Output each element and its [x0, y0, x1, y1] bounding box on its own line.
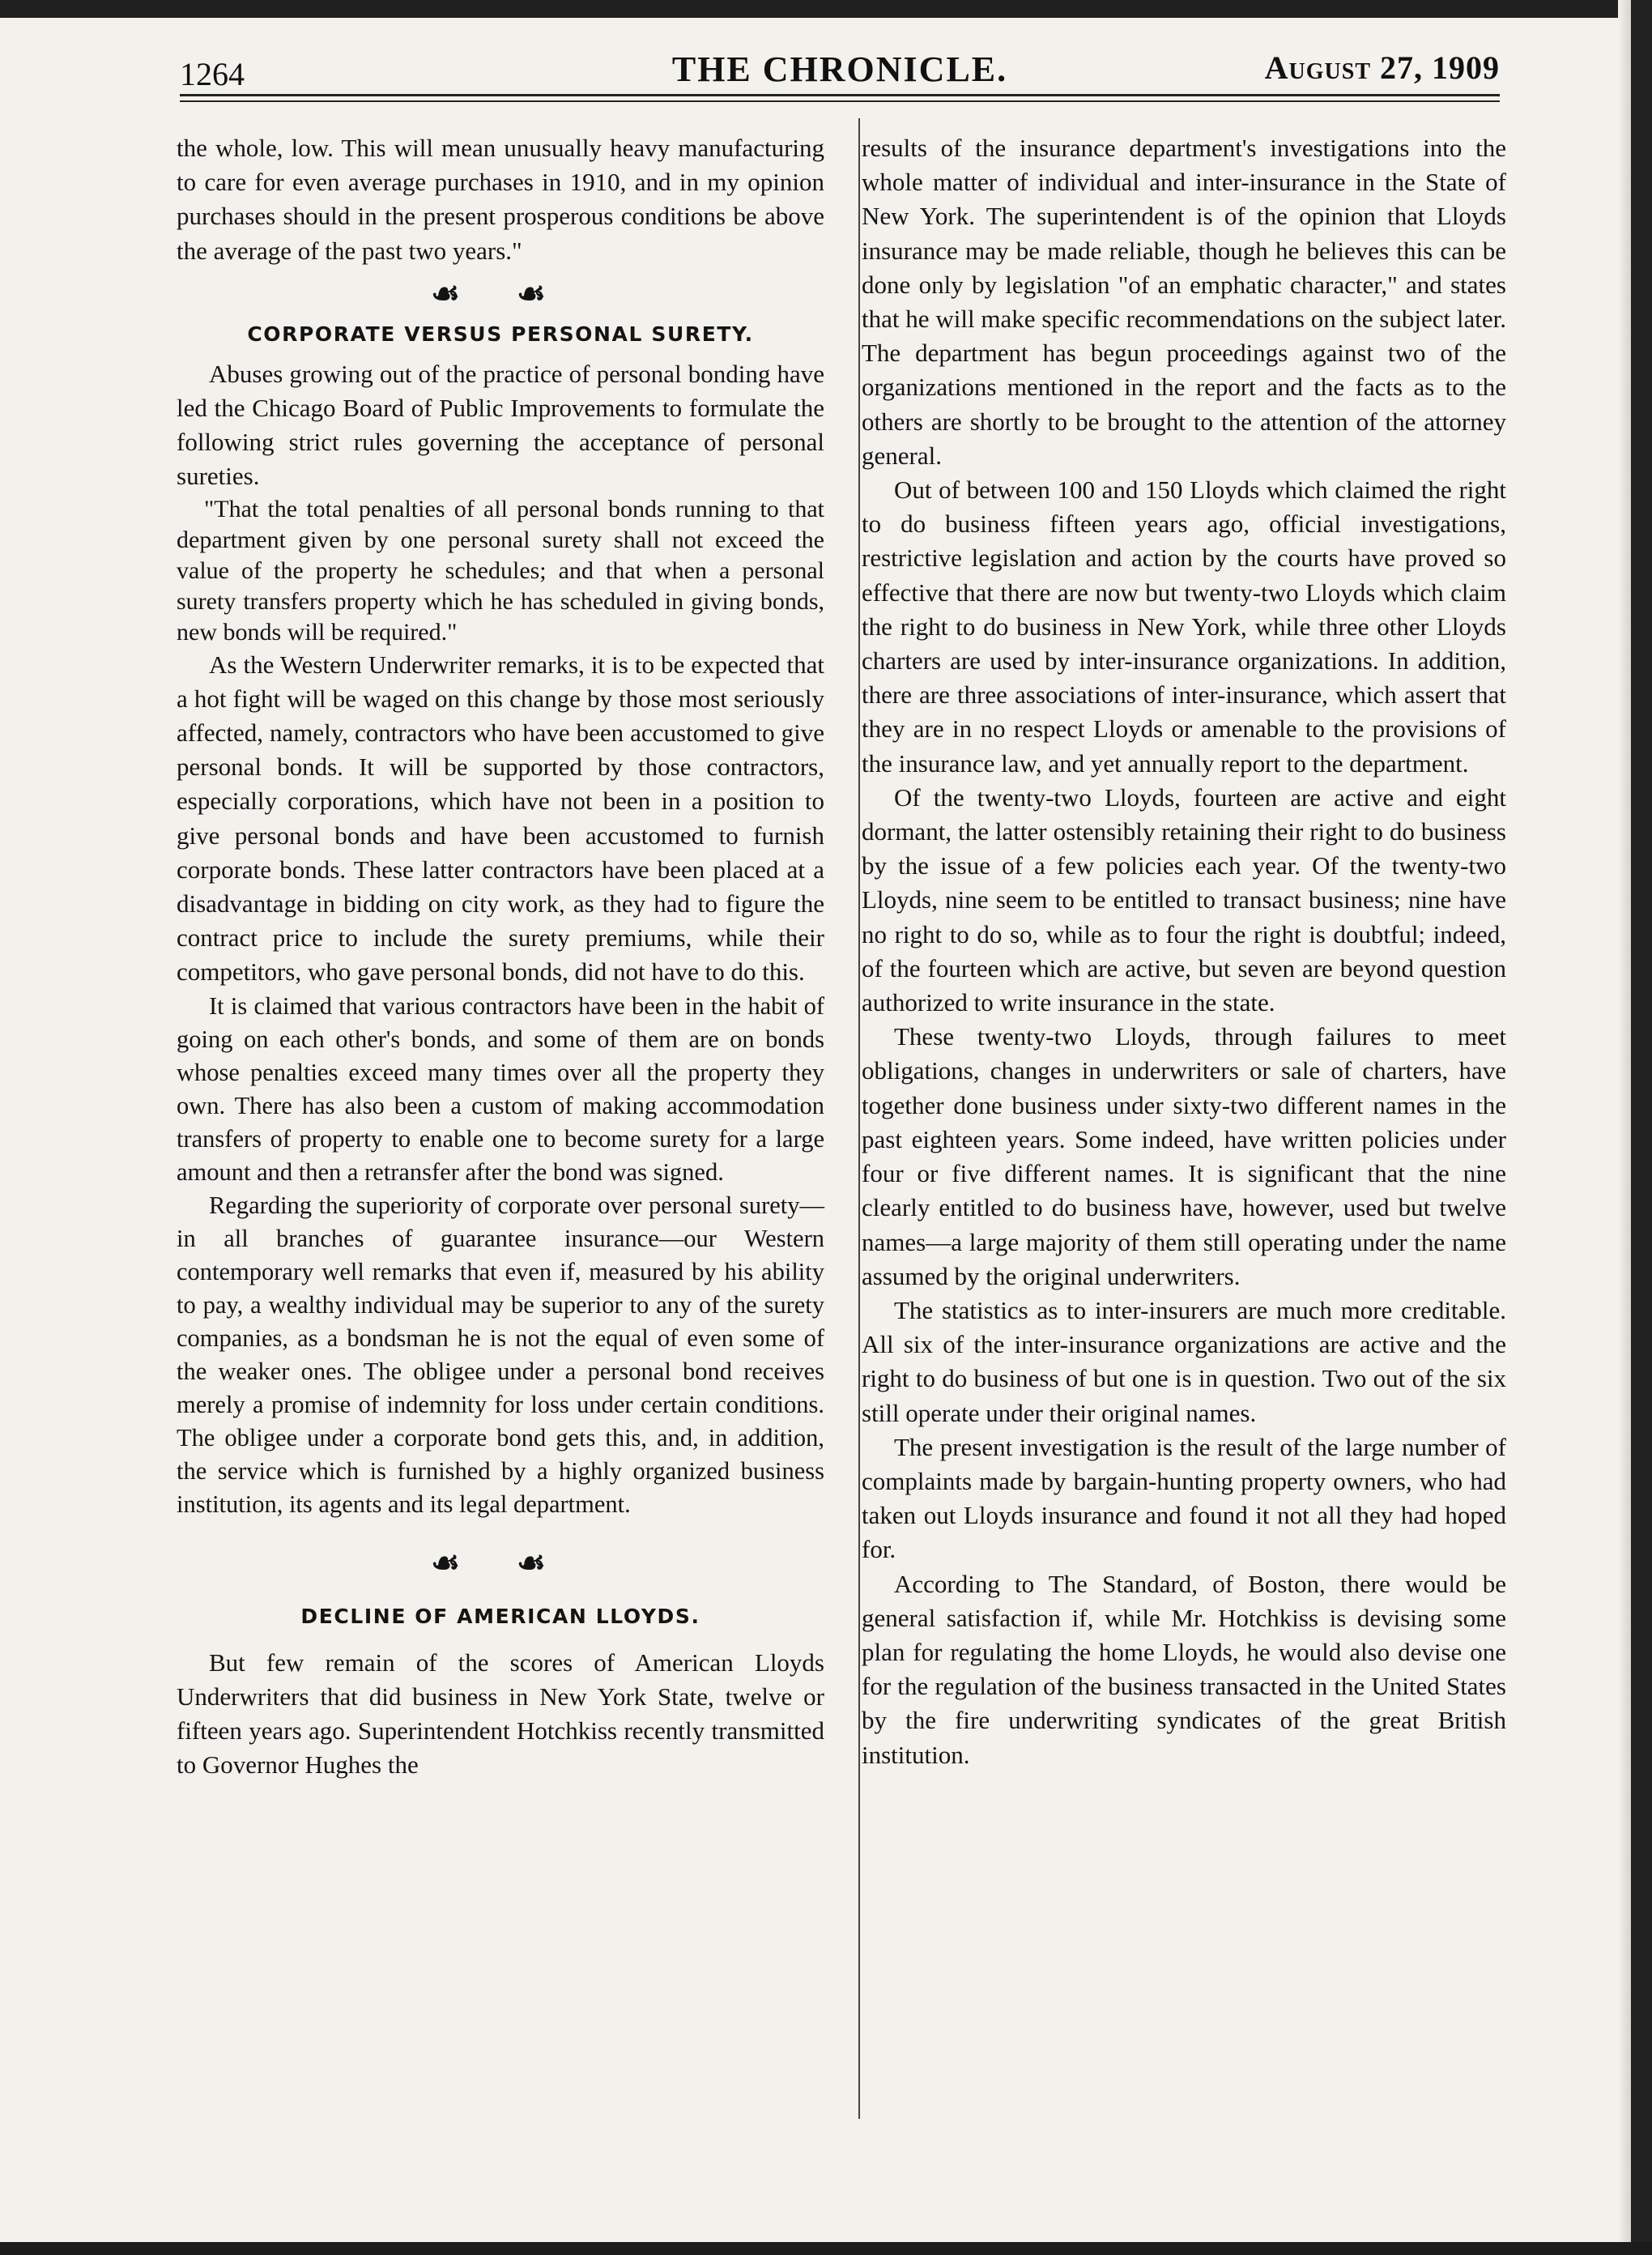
intro-paragraph: the whole, low. This will mean unusually heavy manufacturing to care for even average purchases in 1910, and in my opinion purchases should in the present prosperous conditions be above the average of the past two years.": [177, 134, 824, 265]
masthead-title: THE CHRONICLE.: [671, 49, 1008, 89]
page-fold-shadow: [1618, 0, 1631, 2255]
scan-right-border: [1631, 0, 1652, 2255]
article-paragraph: Regarding the superiority of corporate over personal surety—in all branches of guarantee insurance—our Western contemporary well remarks that even if, measured by his ability to pay, a wealthy individual may be superior to any of the surety companies, as a bondsman he is not the equal of even some of the weaker ones. The obligee under a personal bond receives merely a promise of indemnity for loss under certain conditions. The obligee under a corporate bond gets this, and, in addition, the service which is furnished by a highly organized business institution, its agents and its legal department.: [177, 1191, 824, 1518]
scan-top-border: [0, 0, 1652, 18]
scan-bottom-border: [0, 2242, 1652, 2255]
section-ornament: ☙ ☙: [431, 275, 570, 312]
column-divider: [858, 118, 860, 2119]
header-rule-top: [180, 94, 1500, 96]
article-paragraph: According to The Standard, of Boston, there would be general satisfaction if, while Mr. Hotchkiss is devising some plan for regulating the home Lloyds, he would also devise one for the regulation of the business transacted in the United States by the fire underwriting syndicates of the great British institution.: [862, 1569, 1506, 1769]
article-paragraph: It is claimed that various contractors have been in the habit of going on each other's bonds, and some of them are on bonds whose penalties exceed many times over all the property they own. There has also been a custom of making accommodation transfers of property to enable one to become surety for a large amount and then a retransfer after the bond was signed.: [177, 991, 824, 1186]
header-rule-bottom: [180, 100, 1500, 102]
section-heading-corporate-surety: CORPORATE VERSUS PERSONAL SURETY.: [247, 322, 754, 346]
article-paragraph: The statistics as to inter-insurers are much more creditable. All six of the inter-insurance organizations are active and the right to do business of but one is in question. Two out of the six still operate under their original names.: [862, 1295, 1506, 1427]
article-paragraph: As the Western Underwriter remarks, it is to be expected that a hot fight will be waged on this change by those most seriously affected, namely, contractors who have been accustomed to give personal bonds. It will be supported by those contractors, especially corporations, which have not been in a position to give personal bonds and have been accustomed to furnish corporate bonds. These latter contractors have been placed at a disadvantage in bidding on city work, as they had to figure the contract price to include the surety premiums, while their competitors, who gave personal bonds, did not have to do this.: [177, 650, 824, 987]
page-header: [180, 47, 1500, 91]
article-paragraph: These twenty-two Lloyds, through failures to meet obligations, changes in underwriters or sale of charters, have together done business under sixty-two different names in the past eighteen years. Some indeed, have written policies under four or five different names. It is significant that the nine clearly entitled to do business have, however, used but twelve names—a large majority of them still operating under the name assumed by the original underwriters.: [862, 1022, 1506, 1290]
article-paragraph: results of the insurance department's investigations into the whole matter of individual and inter-insurance in the State of New York. The superintendent is of the opinion that Lloyds insurance may be made reliable, though he believes this can be done only by legislation "of an emphatic character," and states that he will make specific recommendations on the subject later. The department has begun proceedings against two of the organizations mentioned in the report and the facts as to the others are shortly to be brought to the attention of the attorney general.: [862, 134, 1506, 470]
article-paragraph: Abuses growing out of the practice of personal bonding have led the Chicago Board of Public Improvements to formulate the following strict rules governing the acceptance of personal sureties.: [177, 359, 824, 491]
issue-date: August 27, 1909: [1264, 49, 1500, 86]
article-paragraph: The present investigation is the result of the large number of complaints made by bargain-hunting property owners, who had taken out Lloyds insurance and found it not all they had hoped for.: [862, 1432, 1506, 1564]
section-ornament: ☙ ☙: [431, 1544, 570, 1581]
quoted-rule: "That the total penalties of all personal bonds running to that department given by one personal surety shall not exceed the value of the property he schedules; and that when a personal surety transfers property which he has scheduled in giving bonds, new bonds will be required.": [177, 495, 824, 646]
right-column: [862, 131, 1506, 1772]
section-heading-american-lloyds: DECLINE OF AMERICAN LLOYDS.: [300, 1604, 700, 1628]
article-paragraph: But few remain of the scores of American Lloyds Underwriters that did business in New York State, twelve or fifteen years ago. Superintendent Hotchkiss recently transmitted to Governor Hughes the: [177, 1648, 824, 1780]
left-column: [177, 131, 824, 1782]
page-number: 1264: [180, 56, 245, 92]
article-paragraph: Out of between 100 and 150 Lloyds which claimed the right to do business fifteen years ago, official investigations, restrictive legislation and action by the courts have proved so effective that there are now but twenty-two Lloyds which claim the right to do business in New York, while three other Lloyds charters are used by inter-insurance organizations. In addition, there are three associations of inter-insurance, which assert that they are in no respect Lloyds or amenable to the provisions of the insurance law, and yet annually report to the department.: [862, 475, 1506, 778]
article-paragraph: Of the twenty-two Lloyds, fourteen are active and eight dormant, the latter ostensibly retaining their right to do business by the issue of a few policies each year. Of the twenty-two Lloyds, nine seem to be entitled to transact business; nine have no right to do so, while as to four the right is doubtful; indeed, of the fourteen which are active, but seven are beyond question authorized to write insurance in the state.: [862, 782, 1506, 1017]
